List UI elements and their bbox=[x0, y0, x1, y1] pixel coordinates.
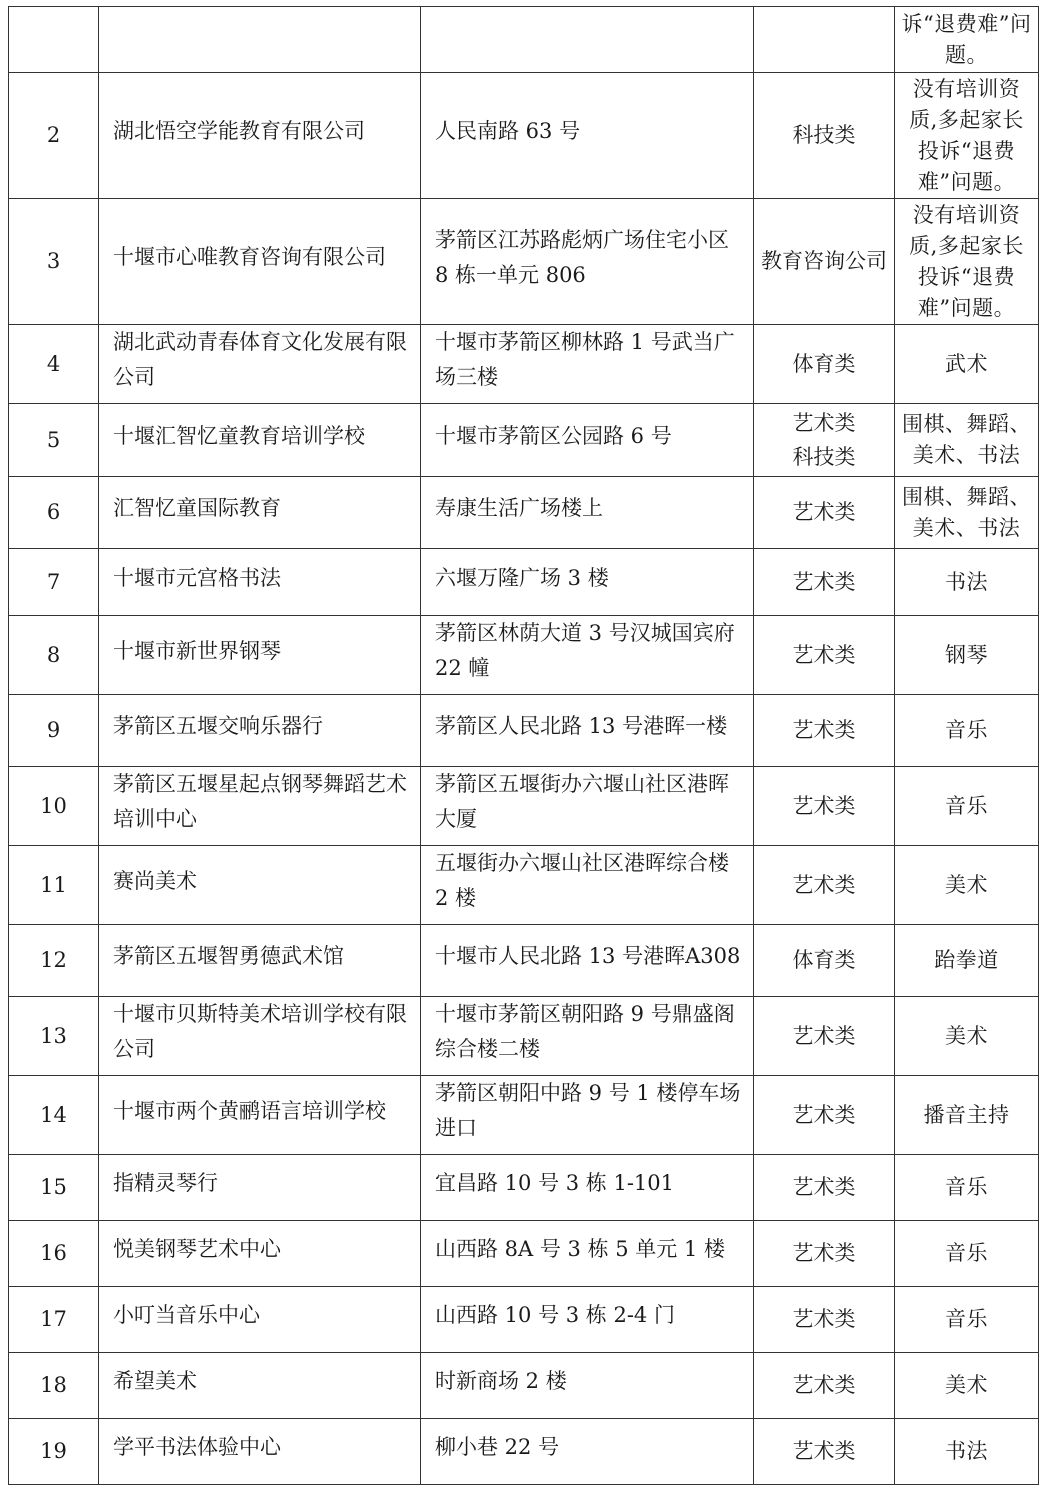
table-row bbox=[9, 616, 1039, 695]
institution-note bbox=[895, 549, 1039, 616]
table-row bbox=[9, 73, 1039, 199]
row-number: 4 bbox=[9, 325, 99, 404]
note-text: 美术 bbox=[945, 872, 988, 897]
table-row bbox=[9, 767, 1039, 846]
institution-note bbox=[895, 997, 1039, 1076]
note-text: 跆拳道 bbox=[934, 948, 999, 972]
institution-note bbox=[895, 477, 1039, 549]
institution-note bbox=[895, 767, 1039, 846]
institution-note bbox=[895, 404, 1039, 477]
table-row bbox=[9, 1221, 1039, 1287]
note-text: 围棋、舞蹈、美术、书法 bbox=[902, 484, 1031, 540]
institution-note bbox=[895, 1353, 1039, 1419]
note-text: 美术 bbox=[945, 1023, 988, 1048]
institution-category: 艺术类 bbox=[754, 997, 895, 1076]
table-row bbox=[9, 925, 1039, 997]
table-row bbox=[9, 846, 1039, 925]
institution-address: 人民南路 63 号 bbox=[421, 73, 754, 199]
institution-category: 体育类 bbox=[754, 325, 895, 404]
institution-name: 湖北悟空学能教育有限公司 bbox=[99, 73, 421, 199]
note-text: 音乐 bbox=[945, 718, 988, 742]
institution-address: 五堰街办六堰山社区港晖综合楼 2 楼 bbox=[421, 846, 754, 925]
institution-address: 十堰市茅箭区公园路 6 号 bbox=[421, 404, 754, 477]
note-text: 武术 bbox=[945, 351, 988, 376]
table-row bbox=[9, 997, 1039, 1076]
institution-name: 赛尚美术 bbox=[99, 846, 421, 925]
institution-category: 艺术类 bbox=[754, 695, 895, 767]
institution-note bbox=[895, 1419, 1039, 1485]
institution-category: 艺术类 bbox=[754, 1221, 895, 1287]
institution-address: 茅箭区林荫大道 3 号汉城国宾府 22 幢 bbox=[421, 616, 754, 695]
row-number: 11 bbox=[9, 846, 99, 925]
institution-note bbox=[895, 199, 1039, 325]
table-row bbox=[9, 404, 1039, 477]
category-text: 艺术类 科技类 bbox=[792, 411, 856, 469]
note-text: 音乐 bbox=[945, 793, 988, 818]
institution-category: 艺术类 bbox=[754, 1353, 895, 1419]
institution-note bbox=[895, 1076, 1039, 1155]
table-row bbox=[9, 325, 1039, 404]
institution-name: 十堰汇智忆童教育培训学校 bbox=[99, 404, 421, 477]
institution-category: 教育咨询公司 bbox=[754, 199, 895, 325]
table-row bbox=[9, 1076, 1039, 1155]
note-text: 音乐 bbox=[945, 1241, 988, 1265]
row-number: 10 bbox=[9, 767, 99, 846]
table-row bbox=[9, 199, 1039, 325]
institutions-table bbox=[8, 6, 1039, 1485]
institution-name: 茅箭区五堰智勇德武术馆 bbox=[99, 925, 421, 997]
row-number: 3 bbox=[9, 199, 99, 325]
institution-address: 茅箭区江苏路彪炳广场住宅小区 8 栋一单元 806 bbox=[421, 199, 754, 325]
table-row bbox=[9, 549, 1039, 616]
row-number: 19 bbox=[9, 1419, 99, 1485]
institution-note bbox=[895, 1287, 1039, 1353]
institution-name: 十堰市新世界钢琴 bbox=[99, 616, 421, 695]
table-row bbox=[9, 695, 1039, 767]
institution-address: 山西路 8A 号 3 栋 5 单元 1 楼 bbox=[421, 1221, 754, 1287]
institution-name bbox=[99, 7, 421, 73]
institution-note bbox=[895, 695, 1039, 767]
institution-category: 艺术类 bbox=[754, 1287, 895, 1353]
institution-name: 茅箭区五堰星起点钢琴舞蹈艺术培训中心 bbox=[99, 767, 421, 846]
institution-name: 十堰市心唯教育咨询有限公司 bbox=[99, 199, 421, 325]
institution-address: 时新商场 2 楼 bbox=[421, 1353, 754, 1419]
institution-category: 艺术类 bbox=[754, 477, 895, 549]
institution-category: 体育类 bbox=[754, 925, 895, 997]
row-number: 5 bbox=[9, 404, 99, 477]
institution-note bbox=[895, 1221, 1039, 1287]
institution-address bbox=[421, 7, 754, 73]
institution-note bbox=[895, 846, 1039, 925]
institution-name: 茅箭区五堰交响乐器行 bbox=[99, 695, 421, 767]
note-text: 播音主持 bbox=[923, 1102, 1010, 1127]
note-text: 没有培训资质,多起家长投诉“退费难”问题。 bbox=[909, 202, 1024, 320]
row-number: 15 bbox=[9, 1155, 99, 1221]
table-row bbox=[9, 1287, 1039, 1353]
institution-address: 茅箭区朝阳中路 9 号 1 楼停车场进口 bbox=[421, 1076, 754, 1155]
note-text: 书法 bbox=[945, 1439, 988, 1463]
institution-category: 艺术类 bbox=[754, 1419, 895, 1485]
note-text: 音乐 bbox=[945, 1307, 988, 1331]
institution-address: 寿康生活广场楼上 bbox=[421, 477, 754, 549]
institution-category: 科技类 bbox=[754, 73, 895, 199]
row-number: 16 bbox=[9, 1221, 99, 1287]
institution-category bbox=[754, 404, 895, 477]
row-number: 18 bbox=[9, 1353, 99, 1419]
institution-name: 小叮当音乐中心 bbox=[99, 1287, 421, 1353]
institution-name: 希望美术 bbox=[99, 1353, 421, 1419]
table-row bbox=[9, 1155, 1039, 1221]
institution-address: 十堰市人民北路 13 号港晖A308 bbox=[421, 925, 754, 997]
row-number: 17 bbox=[9, 1287, 99, 1353]
institution-name: 湖北武动青春体育文化发展有限公司 bbox=[99, 325, 421, 404]
row-number: 6 bbox=[9, 477, 99, 549]
institution-address: 茅箭区五堰街办六堰山社区港晖大厦 bbox=[421, 767, 754, 846]
institution-address: 十堰市茅箭区柳林路 1 号武当广场三楼 bbox=[421, 325, 754, 404]
note-text: 美术 bbox=[945, 1373, 988, 1397]
institution-address: 宜昌路 10 号 3 栋 1-101 bbox=[421, 1155, 754, 1221]
institution-name: 学平书法体验中心 bbox=[99, 1419, 421, 1485]
row-number: 7 bbox=[9, 549, 99, 616]
institution-category: 艺术类 bbox=[754, 1155, 895, 1221]
table-row bbox=[9, 1419, 1039, 1485]
institution-note bbox=[895, 7, 1039, 73]
note-text: 书法 bbox=[945, 569, 988, 594]
institution-category: 艺术类 bbox=[754, 549, 895, 616]
institution-category: 艺术类 bbox=[754, 1076, 895, 1155]
table-row bbox=[9, 1353, 1039, 1419]
table-row bbox=[9, 477, 1039, 549]
institution-address: 山西路 10 号 3 栋 2-4 门 bbox=[421, 1287, 754, 1353]
row-number: 14 bbox=[9, 1076, 99, 1155]
institution-name: 十堰市元宫格书法 bbox=[99, 549, 421, 616]
institution-address: 六堰万隆广场 3 楼 bbox=[421, 549, 754, 616]
note-text: 围棋、舞蹈、美术、书法 bbox=[902, 412, 1031, 467]
row-number: 9 bbox=[9, 695, 99, 767]
institution-name: 指精灵琴行 bbox=[99, 1155, 421, 1221]
row-number bbox=[9, 7, 99, 73]
institution-note bbox=[895, 616, 1039, 695]
institution-category: 艺术类 bbox=[754, 846, 895, 925]
institution-name: 十堰市贝斯特美术培训学校有限公司 bbox=[99, 997, 421, 1076]
institution-category bbox=[754, 7, 895, 73]
row-number: 13 bbox=[9, 997, 99, 1076]
table-row bbox=[9, 7, 1039, 73]
institution-name: 十堰市两个黄鹂语言培训学校 bbox=[99, 1076, 421, 1155]
note-text: 音乐 bbox=[945, 1175, 988, 1199]
institution-name: 悦美钢琴艺术中心 bbox=[99, 1221, 421, 1287]
institution-note bbox=[895, 1155, 1039, 1221]
institution-address: 柳小巷 22 号 bbox=[421, 1419, 754, 1485]
note-text: 诉“退费难”问题。 bbox=[901, 11, 1032, 67]
note-text: 没有培训资质,多起家长投诉“退费难”问题。 bbox=[909, 76, 1024, 194]
institution-address: 十堰市茅箭区朝阳路 9 号鼎盛阁综合楼二楼 bbox=[421, 997, 754, 1076]
institution-note bbox=[895, 925, 1039, 997]
institution-note bbox=[895, 325, 1039, 404]
institution-note bbox=[895, 73, 1039, 199]
institution-address: 茅箭区人民北路 13 号港晖一楼 bbox=[421, 695, 754, 767]
note-text: 钢琴 bbox=[945, 642, 988, 667]
row-number: 2 bbox=[9, 73, 99, 199]
institution-name: 汇智忆童国际教育 bbox=[99, 477, 421, 549]
row-number: 12 bbox=[9, 925, 99, 997]
institution-category: 艺术类 bbox=[754, 616, 895, 695]
row-number: 8 bbox=[9, 616, 99, 695]
institution-category: 艺术类 bbox=[754, 767, 895, 846]
